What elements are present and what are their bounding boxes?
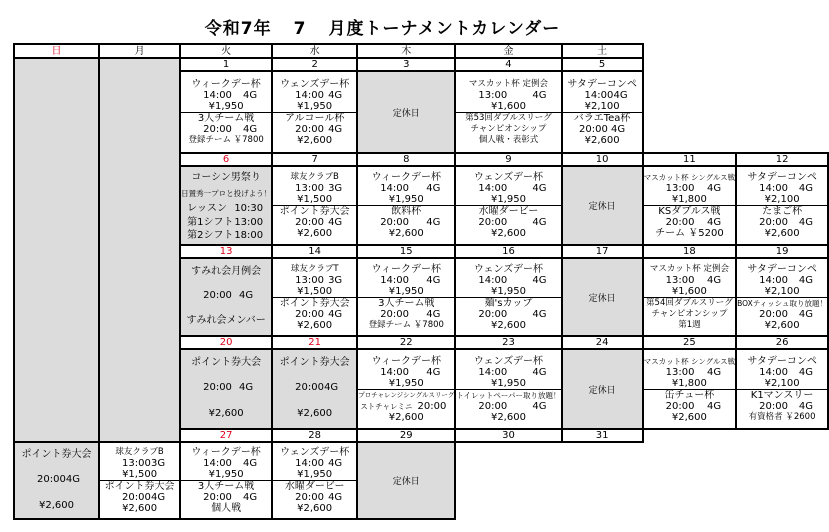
tournament-calendar <box>13 43 829 520</box>
day-27-events <box>14 442 99 519</box>
event-fee: ¥1,500 <box>122 469 158 480</box>
event-time: 20:00 <box>295 123 324 135</box>
event-time: 20:00 <box>295 217 324 228</box>
event-games: 4G <box>328 123 343 135</box>
day-31-closed: 定休日 <box>357 442 455 519</box>
event-time: 13:00 <box>295 274 324 286</box>
event-time: 14:00 <box>759 366 788 378</box>
event-time: 18:00 <box>234 229 264 241</box>
event-name: 3人チーム戦 <box>181 112 271 124</box>
event-time: 13:00 <box>295 183 324 194</box>
event-games: 4G <box>426 183 441 194</box>
event-name: 第53回ダブルスリーグ <box>456 112 560 124</box>
event-games: 4G <box>532 274 547 286</box>
event-fee: チーム ￥5200 <box>655 228 724 239</box>
event-time: 20:00 <box>478 400 508 412</box>
event-name: サタデーコンペ <box>747 172 817 183</box>
event-fee: ¥2,600 <box>388 411 424 423</box>
event-games: 4G <box>243 89 258 101</box>
event-fee: ¥2,100 <box>584 100 620 112</box>
date-2: 2 <box>272 58 357 71</box>
event-time: 20:00 <box>380 217 410 228</box>
day-5-events <box>562 71 643 153</box>
event-games: 4G <box>707 274 722 286</box>
date-30: 30 <box>455 429 561 442</box>
event-name: ウェンズデー杯 <box>473 355 543 367</box>
event-time: 13:00 <box>234 216 264 228</box>
event-time: 10:30 <box>234 202 264 214</box>
weekday-thu: 木 <box>357 44 455 58</box>
event-games: 4G <box>243 123 258 135</box>
event-time: 14:00 <box>203 458 232 469</box>
event-fee: ¥2,100 <box>764 194 800 205</box>
event-games: 4G <box>707 183 722 194</box>
event-name: 第54回ダブルスリーグ <box>644 297 736 309</box>
event-time: 14:00 <box>759 274 788 286</box>
event-fee: ¥2,600 <box>297 503 333 514</box>
event-fee: ¥2,600 <box>297 408 333 419</box>
date-15: 15 <box>357 245 455 258</box>
event-fee: ¥2,600 <box>490 319 526 331</box>
event-name: たまご杯 <box>737 205 827 217</box>
event-fee: ¥1,950 <box>490 194 526 205</box>
event-name: ポイント券大会 <box>100 480 179 492</box>
event-label: 第1シフト <box>187 216 234 228</box>
event-fee: ¥2,100 <box>764 377 800 389</box>
event-games: 4G <box>707 400 722 412</box>
day-16-events <box>455 258 561 336</box>
event-fee: ¥2,100 <box>764 285 800 297</box>
day-19-events <box>736 258 828 336</box>
day-15-events <box>357 258 455 336</box>
event-name: ポイント券大会 <box>279 357 350 368</box>
event-games: 4G <box>532 217 547 228</box>
event-fee: ¥1,600 <box>671 285 707 297</box>
day-12-events <box>736 166 828 245</box>
event-time: 14:00 <box>380 183 410 194</box>
event-fee: ¥2,600 <box>671 411 707 423</box>
day-20-events <box>180 349 272 429</box>
event-time: 14:00 <box>295 89 324 101</box>
event-time: 14:00 <box>380 274 410 286</box>
day-18-events <box>643 258 737 336</box>
event-games: 4G <box>798 366 813 378</box>
event-time: 20:00 <box>665 400 695 412</box>
event-games: 4G <box>243 458 258 469</box>
event-name: 缶チュー杯 <box>644 389 736 401</box>
event-time: 20:00 <box>203 382 232 393</box>
day-6-events <box>180 166 272 245</box>
date-10: 10 <box>562 153 643 166</box>
event-name: ウェンズデー杯 <box>473 263 543 275</box>
event-name: ウィークデー杯 <box>191 447 261 458</box>
day-3-closed: 定休日 <box>357 71 455 153</box>
day-8-events <box>357 166 455 245</box>
event-time: 20:00 <box>759 400 788 412</box>
event-time: 20:00 <box>478 217 508 228</box>
weekday-fri: 金 <box>455 44 561 58</box>
event-name: ポイント券大会 <box>273 205 356 217</box>
day-9-events <box>455 166 561 245</box>
week1-sun-empty <box>14 58 99 442</box>
event-games: 4G <box>426 366 441 378</box>
blank-area <box>643 429 828 519</box>
event-games: 4G <box>243 492 258 503</box>
day-13-events <box>180 258 272 336</box>
weekday-sat: 土 <box>562 44 643 58</box>
event-time: 13:00 <box>665 183 695 194</box>
event-fee: ¥1,600 <box>490 100 526 112</box>
event-games: 4G <box>798 274 813 286</box>
date-23: 23 <box>455 336 561 349</box>
event-name: サタデーコンペ <box>747 355 817 367</box>
event-name: 球友クラブB <box>290 172 339 182</box>
event-eligibility: すみれ会メンバー <box>186 315 266 326</box>
event-games: 4G <box>707 217 722 228</box>
event-name: すみれ会月例会 <box>191 266 262 277</box>
event-fee: ¥2,600 <box>122 503 158 514</box>
day-21-events <box>272 349 357 429</box>
day-1-events <box>180 71 272 153</box>
day-22-events <box>357 349 455 429</box>
title-month: 7 <box>293 19 307 39</box>
event-games: 4G <box>707 366 722 378</box>
event-fee: ¥2,600 <box>388 228 424 239</box>
event-time: 20:00 <box>122 492 151 503</box>
weekday-wed: 水 <box>272 44 357 58</box>
date-8: 8 <box>357 153 455 166</box>
day-10-closed: 定休日 <box>562 166 643 245</box>
event-time: 14:00 <box>478 274 508 286</box>
week1-dates <box>14 58 828 71</box>
date-17: 17 <box>562 245 643 258</box>
event-games: 4G <box>239 382 254 393</box>
event-fee: ¥2,600 <box>297 319 333 331</box>
event-detail: チャンピオンシップ <box>470 123 547 134</box>
event-fee: ¥2,600 <box>764 319 800 331</box>
event-detail: ストチャレミニ <box>360 401 413 411</box>
event-time: 20:00 <box>759 308 788 320</box>
event-fee: ¥2,600 <box>208 408 244 419</box>
event-games: 4G <box>324 382 339 393</box>
event-detail: チャンピオンシップ <box>651 308 728 319</box>
event-games: 4G <box>328 492 343 503</box>
date-20: 20 <box>180 336 272 349</box>
date-28: 28 <box>272 429 357 442</box>
event-time: 14:00 <box>584 89 614 101</box>
event-fee: ¥1,950 <box>208 100 244 112</box>
event-name: ウェンズデー杯 <box>280 78 350 90</box>
event-detail: 日置秀一プロと投げよう！ <box>181 188 272 198</box>
event-name: 3人チーム戦 <box>358 297 454 309</box>
event-games: 4G <box>328 308 343 320</box>
event-time: 20:00 <box>203 492 232 503</box>
day-25-events <box>643 349 737 429</box>
event-fee: ¥2,600 <box>297 228 333 239</box>
day-17-closed: 定休日 <box>562 258 643 336</box>
date-18: 18 <box>643 245 737 258</box>
event-time: 14:00 <box>380 366 410 378</box>
event-time: 14:00 <box>759 183 788 194</box>
event-name: マスカット杯 定例会 <box>468 78 549 89</box>
day-26-events <box>736 349 828 429</box>
event-time: 13:00 <box>478 89 508 101</box>
event-name: 麺'sカップ <box>456 297 560 309</box>
page-title <box>0 14 765 39</box>
event-fee: ¥1,950 <box>490 377 526 389</box>
event-fee: ¥1,800 <box>671 377 707 389</box>
event-time: 14:00 <box>478 366 508 378</box>
event-games: 4G <box>426 217 441 228</box>
event-name: BOXティッシュ取り放題！ <box>737 298 827 308</box>
event-time: 20:00 <box>295 382 324 393</box>
event-time: 20:00 <box>478 308 508 320</box>
date-13: 13 <box>180 245 272 258</box>
event-name: 3人チーム戦 <box>181 480 271 492</box>
event-games: 4G <box>426 274 441 286</box>
date-25: 25 <box>643 336 737 349</box>
event-fee: ¥2,600 <box>490 411 526 423</box>
event-time: 20:00 <box>203 123 232 135</box>
event-time: 20:00 <box>759 217 788 228</box>
event-name: ポイント券大会 <box>273 297 356 309</box>
event-name: ポイント券大会 <box>21 448 92 460</box>
event-time: 20:00 <box>417 400 447 412</box>
date-24: 24 <box>562 336 643 349</box>
day-4-events <box>455 71 561 153</box>
date-4: 4 <box>455 58 561 71</box>
event-games: 4G <box>328 217 343 228</box>
event-fee: ¥2,600 <box>490 228 526 239</box>
event-fee: ¥2,600 <box>584 134 620 146</box>
event-fee: ¥2,600 <box>297 134 333 146</box>
event-name: 飲料杯 <box>358 205 454 217</box>
date-11: 11 <box>643 153 737 166</box>
event-games: 4G <box>798 308 813 320</box>
event-label: レッスン <box>187 202 227 214</box>
event-name: ウィークデー杯 <box>371 172 441 183</box>
date-26: 26 <box>736 336 828 349</box>
event-time: 20:00 <box>295 492 324 503</box>
date-31: 31 <box>562 429 643 442</box>
event-time: 13:00 <box>665 274 695 286</box>
event-name: プロチャレンジシングルスリーグ <box>358 390 455 399</box>
day-24-closed: 定休日 <box>562 349 643 429</box>
weekday-header <box>14 44 828 58</box>
event-time: 13:00 <box>665 366 695 378</box>
date-14: 14 <box>272 245 357 258</box>
day-11-events <box>643 166 737 245</box>
date-27: 27 <box>180 429 272 442</box>
event-games: 3G <box>150 458 166 469</box>
event-fee: 登録チーム ￥7800 <box>188 134 264 145</box>
event-time: 13:00 <box>122 458 151 469</box>
weekday-tue: 火 <box>180 44 272 58</box>
event-name: バラエTea杯 <box>563 112 642 124</box>
date-12: 12 <box>736 153 828 166</box>
event-fee: ¥2,600 <box>39 499 75 511</box>
event-label: 第2シフト <box>187 229 234 241</box>
date-19: 19 <box>736 245 828 258</box>
event-name: 水曜ダービー <box>273 480 356 492</box>
event-time: 14:00 <box>295 458 324 469</box>
event-time: 20:00 <box>665 217 695 228</box>
event-games: 4G <box>328 458 343 469</box>
day-14-events <box>272 258 357 336</box>
day-30-events <box>272 442 357 519</box>
day-7-events <box>272 166 357 245</box>
event-name: ウィークデー杯 <box>371 263 441 275</box>
event-fee: ¥1,950 <box>208 469 244 480</box>
event-fee: ¥1,500 <box>297 285 333 297</box>
event-games: 3G <box>328 183 343 194</box>
date-9: 9 <box>455 153 561 166</box>
date-5: 5 <box>562 58 643 71</box>
event-games: 4G <box>798 217 813 228</box>
event-detail: 個人戦 <box>211 503 242 514</box>
event-fee: ¥1,950 <box>388 285 424 297</box>
event-name: KSダブルス戦 <box>644 205 736 217</box>
event-time: 20:00 <box>37 473 66 485</box>
day-29-events <box>180 442 272 519</box>
event-detail: 第1週 <box>678 319 701 330</box>
event-fee: ¥1,800 <box>671 194 707 205</box>
event-fee: ¥1,950 <box>490 285 526 297</box>
weekday-sun: 日 <box>14 44 99 58</box>
event-name: ウェンズデー杯 <box>473 172 543 183</box>
event-name: マスカット杯 定例会 <box>649 263 729 274</box>
event-games: 4G <box>532 183 547 194</box>
event-games: 4G <box>65 473 81 485</box>
event-games: 4G <box>798 400 813 412</box>
event-fee: ¥1,950 <box>297 100 333 112</box>
event-name: サタデーコンペ <box>747 263 817 275</box>
date-1: 1 <box>180 58 272 71</box>
event-games: 4G <box>150 492 166 503</box>
event-name: ポイント券大会 <box>191 357 262 368</box>
event-time: 20:00 4G <box>579 123 626 135</box>
date-22: 22 <box>357 336 455 349</box>
date-6: 6 <box>180 153 272 166</box>
event-games: 4G <box>532 89 547 101</box>
event-name: アルコール杯 <box>273 112 356 124</box>
event-fee: ¥1,950 <box>388 194 424 205</box>
event-name: マスカット杯 シングルス戦 <box>643 173 736 182</box>
event-fee: ¥1,950 <box>388 377 424 389</box>
event-name: 球友クラブB <box>115 447 164 457</box>
event-name: ウィークデー杯 <box>191 78 261 90</box>
date-3: 3 <box>357 58 455 71</box>
day-23-events <box>455 349 561 429</box>
day-2-events <box>272 71 357 153</box>
event-name: マスカット杯 シングルス戦 <box>643 356 736 366</box>
event-name: サタデーコンペ <box>567 78 637 90</box>
event-games: 4G <box>532 366 547 378</box>
event-time: 20:00 <box>380 308 410 320</box>
date-29: 29 <box>357 429 455 442</box>
event-games: 4G <box>532 400 547 412</box>
event-name: 球友クラブT <box>290 263 339 274</box>
event-games: 4G <box>328 89 343 101</box>
event-name: 水曜ダービー <box>456 205 560 217</box>
weekday-mon: 月 <box>99 44 180 58</box>
event-games: 4G <box>532 308 547 320</box>
event-fee: ¥1,950 <box>297 469 333 480</box>
event-games: 4G <box>239 290 254 301</box>
event-games: 3G <box>328 274 343 286</box>
event-name: K1マンスリー <box>737 389 827 401</box>
event-fee: 有資格者 ￥2600 <box>748 411 816 422</box>
event-games: 4G <box>426 308 441 320</box>
event-name: ウェンズデー杯 <box>280 447 350 458</box>
event-name: トイレットペーパー取り放題！ <box>456 390 561 400</box>
event-time: 14:00 <box>478 183 508 194</box>
event-time: 14:00 <box>203 89 232 101</box>
date-7: 7 <box>272 153 357 166</box>
date-16: 16 <box>455 245 561 258</box>
day-28-events <box>99 442 180 519</box>
event-games: 4G <box>798 183 813 194</box>
event-fee: ¥1,500 <box>297 194 333 205</box>
week1-mon-empty <box>99 58 180 442</box>
event-games: 4G <box>613 89 628 101</box>
date-21: 21 <box>272 336 357 349</box>
event-time: 20:00 <box>295 308 324 320</box>
event-name: ウィークデー杯 <box>371 355 441 367</box>
event-fee: 登録チーム ￥7800 <box>368 319 444 330</box>
event-time: 20:00 <box>203 290 232 301</box>
title-text: 月度トーナメントカレンダー <box>328 19 561 39</box>
event-fee: ¥2,600 <box>764 228 800 239</box>
event-name: コーシン男祭り <box>191 171 261 183</box>
event-detail: 個人戦・表彰式 <box>478 134 539 145</box>
title-year: 令和7年 <box>204 19 272 39</box>
